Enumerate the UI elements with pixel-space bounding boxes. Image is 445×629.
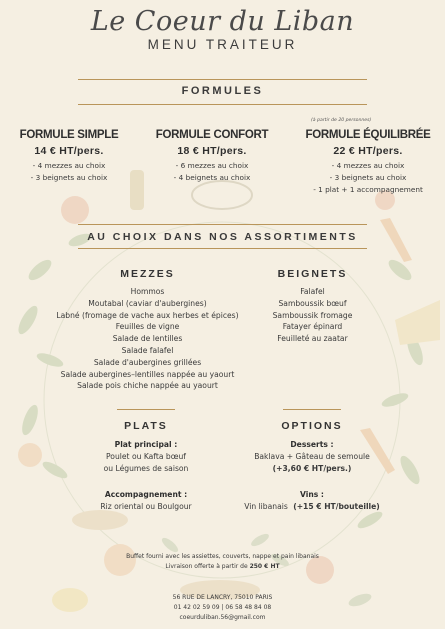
options-title: OPTIONS xyxy=(281,420,343,432)
list-item: Fatayer épinard xyxy=(282,322,343,332)
accompagnement-label: Accompagnement : xyxy=(104,490,188,499)
vins-line xyxy=(232,501,392,513)
desserts-label: Desserts : xyxy=(290,440,334,449)
plats-title: PLATS xyxy=(124,420,168,432)
list-item: Salade pois chiche nappée au yaourt xyxy=(77,381,218,391)
list-item: Falafel xyxy=(300,287,325,296)
formule-confort-name: FORMULE CONFORT xyxy=(155,129,269,141)
list-item: Labné (fromage de vache aux herbes et épices) xyxy=(56,310,239,320)
list-item: Salade aubergines–lentilles nappée au yaourt xyxy=(60,369,235,379)
contact-block xyxy=(0,593,445,623)
plat-principal-label: Plat principal : xyxy=(114,440,178,449)
formule-equilibree-note: (à partir de 20 personnes) xyxy=(311,118,372,123)
formules-title: FORMULES xyxy=(181,85,264,97)
assortiments-title: AU CHOIX DANS NOS ASSORTIMENTS xyxy=(87,231,358,243)
assortiments-rule-top xyxy=(78,224,367,225)
menu-subtitle: MENU TRAITEUR xyxy=(147,37,298,52)
vins-label: Vins : xyxy=(300,490,324,499)
brand-title: Le Coeur du Liban xyxy=(90,6,355,37)
list-item: Salade de lentilles xyxy=(112,334,183,344)
beignets-list xyxy=(245,286,380,345)
plats-block xyxy=(76,439,216,513)
accompagnement-line: Riz oriental ou Boulgour xyxy=(100,502,192,511)
formule-confort-price: 18 € HT/pers. xyxy=(177,145,247,157)
vins-text: Vin libanais xyxy=(244,502,288,511)
plats-rule xyxy=(117,409,175,410)
email-address: coeurduliban.56@gmail.com xyxy=(179,614,266,621)
desserts-price-value: (+3,60 € HT/pers.) xyxy=(272,464,352,473)
formules-rule-bottom xyxy=(78,104,367,105)
list-item: Moutabal (caviar d'aubergines) xyxy=(88,298,207,308)
plat-principal-line: ou Légumes de saison xyxy=(103,464,189,473)
formule-confort-line: - 4 beignets au choix xyxy=(173,173,251,182)
list-item: Samboussik bœuf xyxy=(278,298,347,308)
phone-numbers: 01 42 02 59 09 | 06 58 48 84 08 xyxy=(173,604,272,611)
desserts-line: Baklava + Gâteau de semoule xyxy=(254,452,370,461)
options-block xyxy=(232,439,392,513)
buffet-line: Buffet fourni avec les assiettes, couverts, nappe et pain libanais xyxy=(126,553,319,560)
list-item: Salade d'aubergines grillées xyxy=(93,357,202,367)
formule-simple-line: - 4 mezzes au choix xyxy=(32,161,106,170)
formule-confort xyxy=(148,129,276,184)
formule-simple-name: FORMULE SIMPLE xyxy=(19,129,119,141)
formule-simple-line: - 3 beignets au choix xyxy=(30,173,108,182)
formule-equilibree xyxy=(296,129,440,196)
list-item: Feuilleté au zaatar xyxy=(277,334,348,344)
desserts-price xyxy=(232,463,392,475)
formule-simple-price: 14 € HT/pers. xyxy=(34,145,104,157)
formule-equilibree-line: - 1 plat + 1 accompagnement xyxy=(313,185,423,194)
list-item: Hommos xyxy=(130,287,165,296)
formule-confort-line: - 6 mezzes au choix xyxy=(175,161,249,170)
mezzes-title: MEZZES xyxy=(120,268,175,280)
formule-equilibree-price: 22 € HT/pers. xyxy=(333,145,403,157)
plat-principal-line: Poulet ou Kafta bœuf xyxy=(106,452,186,461)
formule-equilibree-line: - 4 mezzes au choix xyxy=(331,161,405,170)
formule-simple xyxy=(10,129,128,184)
buffet-note xyxy=(0,552,445,571)
formule-equilibree-line: - 3 beignets au choix xyxy=(329,173,407,182)
list-item: Feuilles de vigne xyxy=(115,322,180,332)
formules-rule-top xyxy=(78,79,367,80)
vins-price: (+15 € HT/bouteille) xyxy=(293,502,380,511)
livraison-prefix: Livraison offerte à partir de xyxy=(165,562,250,570)
address-text: 56 RUE DE LANCRY, 75010 PARIS xyxy=(172,594,273,601)
assortiments-rule-bottom xyxy=(78,248,367,249)
list-item: Samboussik fromage xyxy=(272,310,353,320)
mezzes-list xyxy=(40,286,255,392)
livraison-line xyxy=(0,562,445,572)
list-item: Salade falafel xyxy=(121,345,174,355)
livraison-amount: 250 € HT xyxy=(249,562,280,570)
options-rule xyxy=(283,409,341,410)
formule-equilibree-name: FORMULE ÉQUILIBRÉE xyxy=(305,129,431,141)
beignets-title: BEIGNETS xyxy=(277,268,348,280)
